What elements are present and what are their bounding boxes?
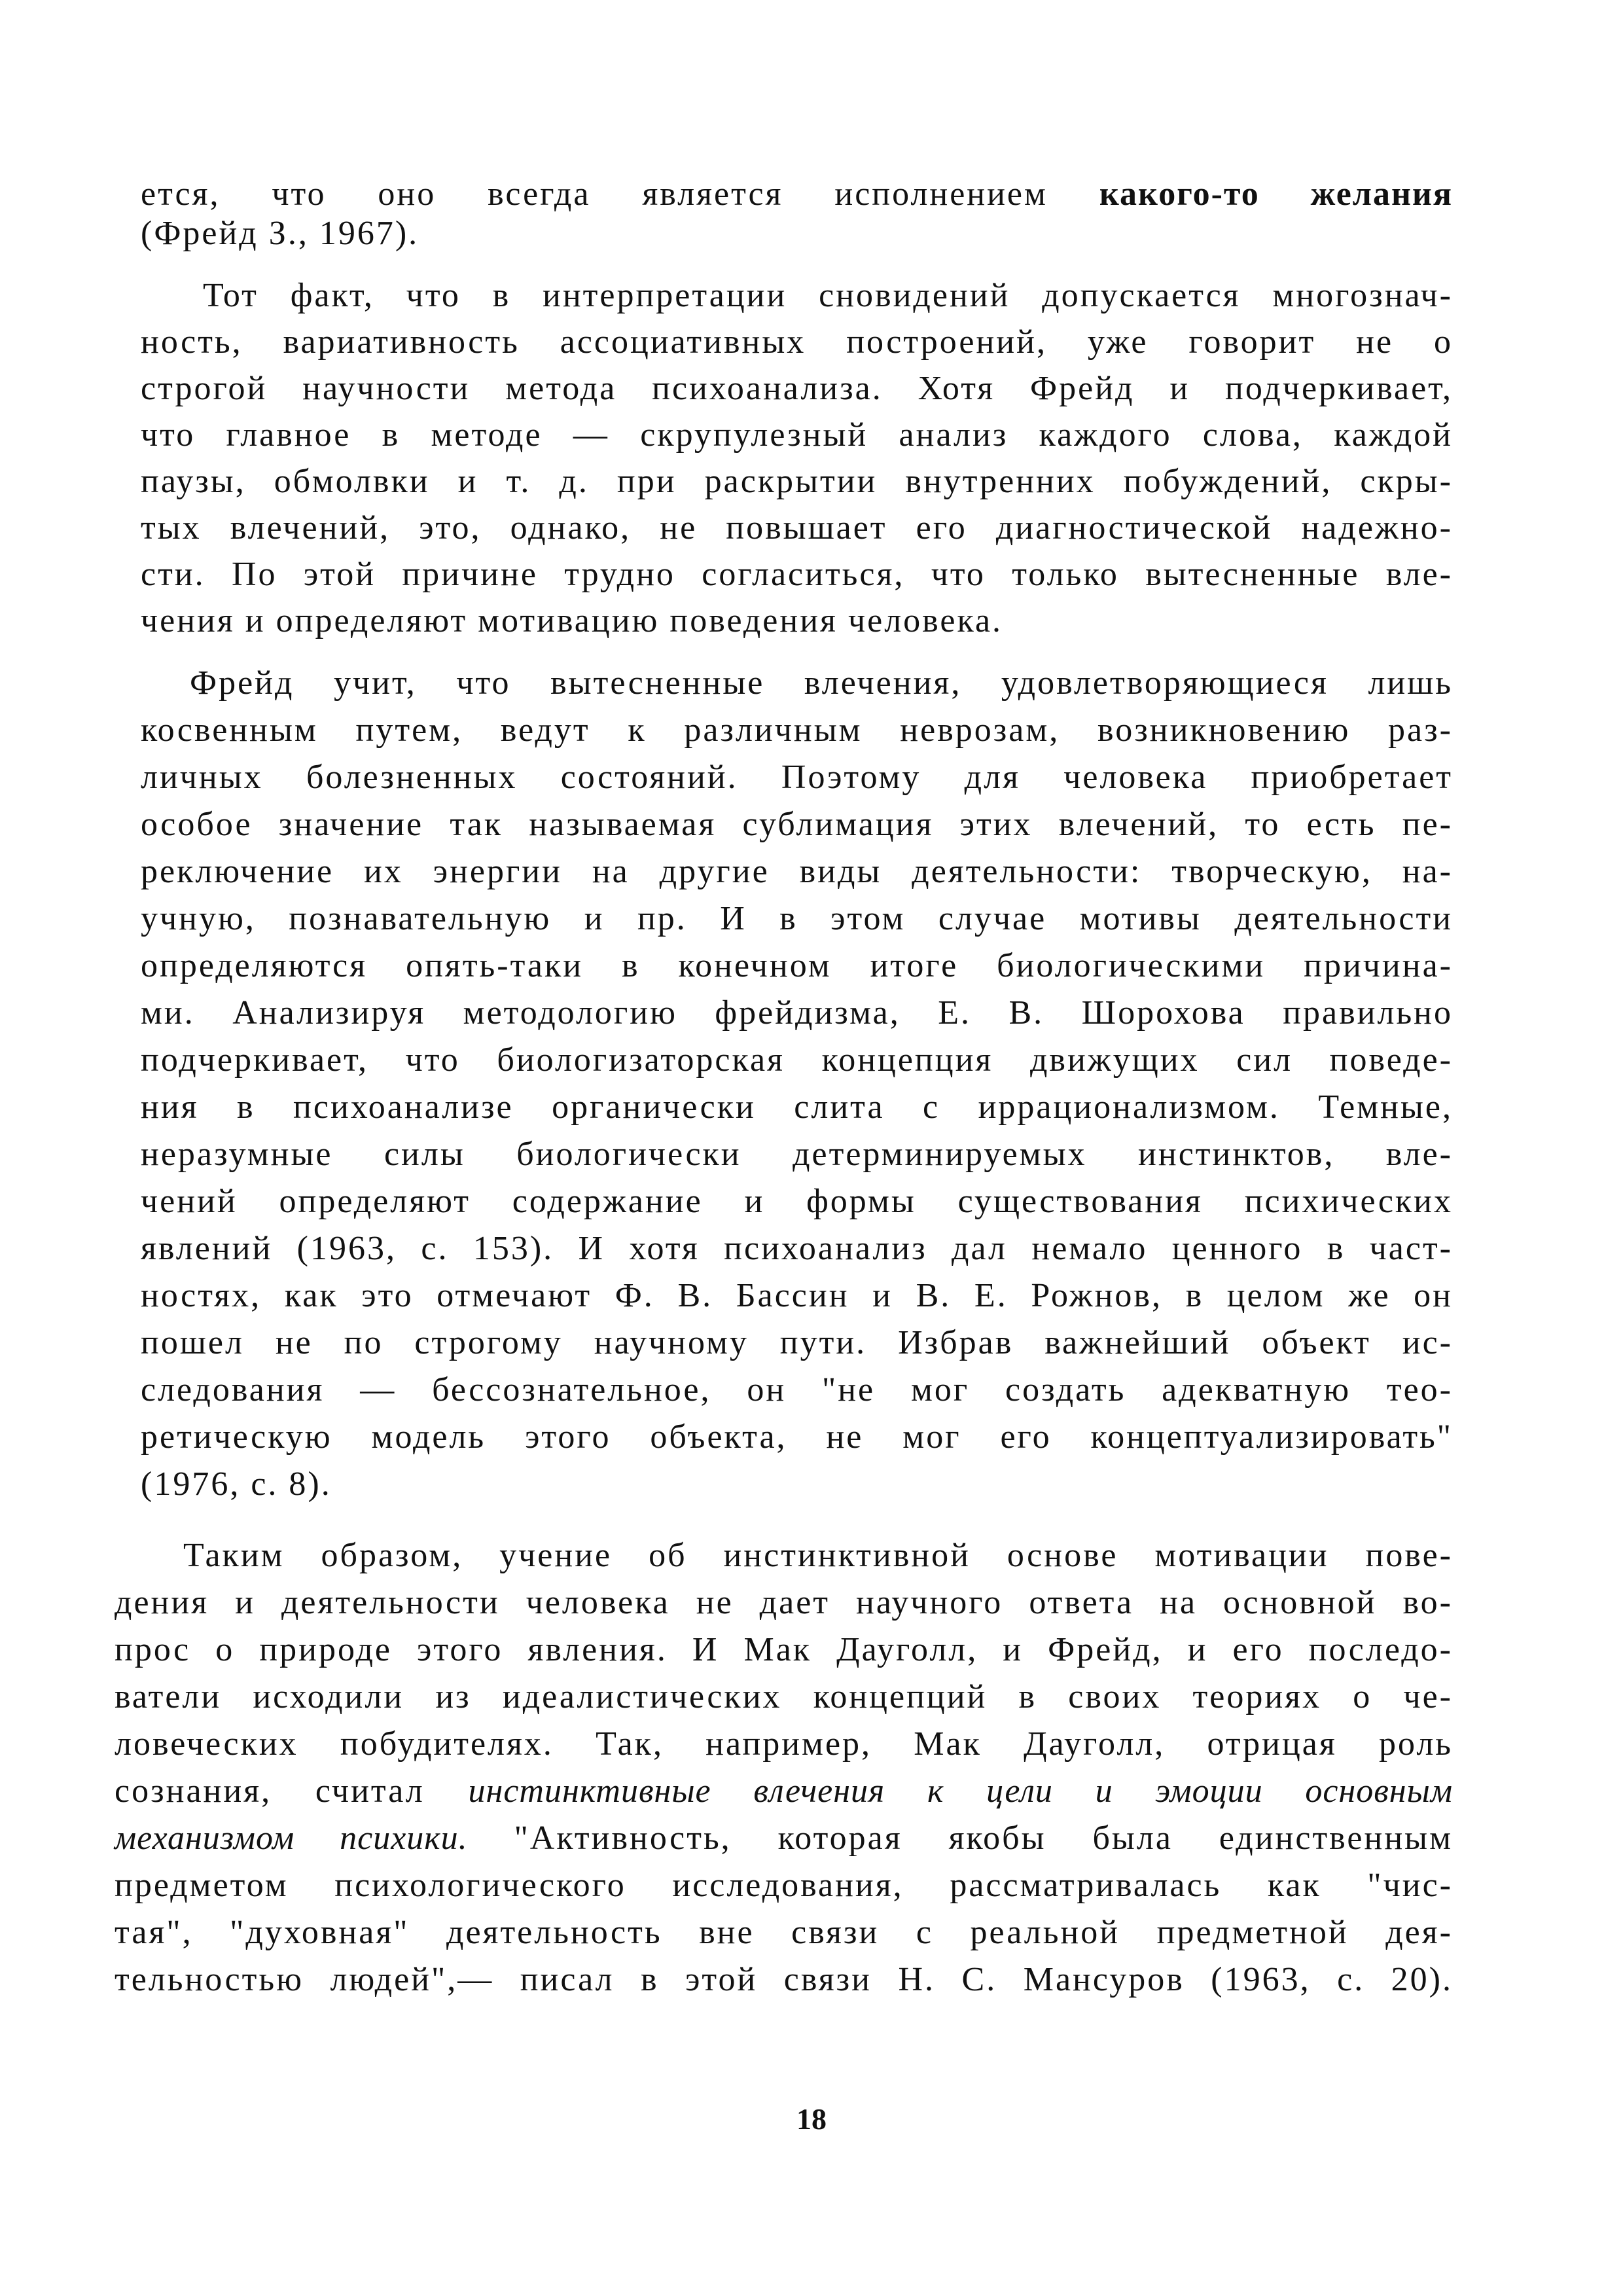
text-line: учную, познавательную и пр. И в этом случае мотивы деятельности	[141, 900, 1453, 937]
text-line: паузы, обмолвки и т. д. при раскрытии внутренних побуждений, скры-	[141, 463, 1453, 500]
page-number: 18	[796, 2102, 827, 2136]
italic-phrase: механизмом психики.	[115, 1820, 468, 1857]
text-line	[115, 1818, 1453, 1859]
text-run: "Активность, которая якобы была единственным	[467, 1820, 1453, 1857]
text-line: косвенным путем, ведут к различным неврозам, возникновению раз-	[141, 711, 1453, 749]
text-line: следования — бессознательное, он "не мог создать адекватную тео-	[141, 1371, 1453, 1408]
text-line: личных болезненных состояний. Поэтому для человека приобретает	[141, 759, 1453, 796]
text-line: чений определяют содержание и формы существования психических	[141, 1183, 1453, 1220]
text-line: прос о природе этого явления. И Мак Дауголл, и Фрейд, и его последо-	[115, 1631, 1453, 1668]
text-line: что главное в методе — скрупулезный анализ каждого слова, каждой	[141, 416, 1453, 454]
text-line: пошел не по строгому научному пути. Избрав важнейший объект ис-	[141, 1324, 1453, 1361]
text-line: Таким образом, учение об инстинктивной основе мотивации пове-	[183, 1537, 1453, 1574]
text-line: Тот факт, что в интерпретации сновидений допускается многознач-	[203, 277, 1453, 314]
text-line: определяются опять-таки в конечном итоге биологическими причина-	[141, 947, 1453, 984]
text-line: ностях, как это отмечают Ф. В. Бассин и В. Е. Рожнов, в целом же он	[141, 1277, 1453, 1314]
text-line: предметом психологического исследования, рассматривалась как "чис-	[115, 1867, 1453, 1904]
text-line: чения и определяют мотивацию поведения человека.	[141, 602, 1003, 639]
text-line: тых влечений, это, однако, не повышает его диагностической надежно-	[141, 509, 1453, 547]
text-line: ловеческих побудителях. Так, например, Мак Дауголл, отрицая роль	[115, 1725, 1453, 1763]
bold-phrase: какого-то желания	[1099, 175, 1453, 213]
text-line: тая", "духовная" деятельность вне связи с реальной предметной дея-	[115, 1914, 1453, 1951]
text-line: ния в психоанализе органически слита с иррационализмом. Темные,	[141, 1088, 1453, 1126]
text-line: особое значение так называемая сублимация этих влечений, то есть пе-	[141, 806, 1453, 843]
text-line: реключение их энергии на другие виды деятельности: творческую, на-	[141, 853, 1453, 890]
text-line: тельностью людей",— писал в этой связи Н. С. Мансуров (1963, с. 20).	[115, 1961, 1453, 1998]
text-line	[115, 1770, 1453, 1812]
text-line: Фрейд учит, что вытесненные влечения, удовлетворяющиеся лишь	[190, 664, 1453, 702]
text-line: подчеркивает, что биологизаторская концепция движущих сил поведе-	[141, 1041, 1453, 1079]
text-line: (1976, с. 8).	[141, 1465, 332, 1503]
text-run: сознания, считал	[115, 1772, 469, 1810]
text-line: ватели исходили из идеалистических концепций в своих теориях о че-	[115, 1678, 1453, 1715]
text-line	[141, 173, 1453, 215]
text-line: ретическую модель этого объекта, не мог его концептуализировать"	[141, 1418, 1453, 1456]
text-line: сти. По этой причине трудно согласиться, что только вытесненные вле-	[141, 556, 1453, 593]
text-line: дения и деятельности человека не дает научного ответа на основной во-	[115, 1584, 1453, 1621]
text-run: ется, что оно всегда является исполнением	[141, 175, 1099, 213]
text-line: (Фрейд З., 1967).	[141, 215, 419, 252]
text-line: ми. Анализируя методологию фрейдизма, Е. В. Шорохова правильно	[141, 994, 1453, 1031]
italic-phrase: инстинктивные влечения к цели и эмоции основным	[468, 1772, 1454, 1810]
text-line: ность, вариативность ассоциативных построений, уже говорит не о	[141, 323, 1453, 361]
text-line: строгой научности метода психоанализа. Хотя Фрейд и подчеркивает,	[141, 370, 1453, 407]
text-line: явлений (1963, с. 153). И хотя психоанализ дал немало ценного в част-	[141, 1230, 1453, 1267]
text-line: неразумные силы биологически детерминируемых инстинктов, вле-	[141, 1136, 1453, 1173]
